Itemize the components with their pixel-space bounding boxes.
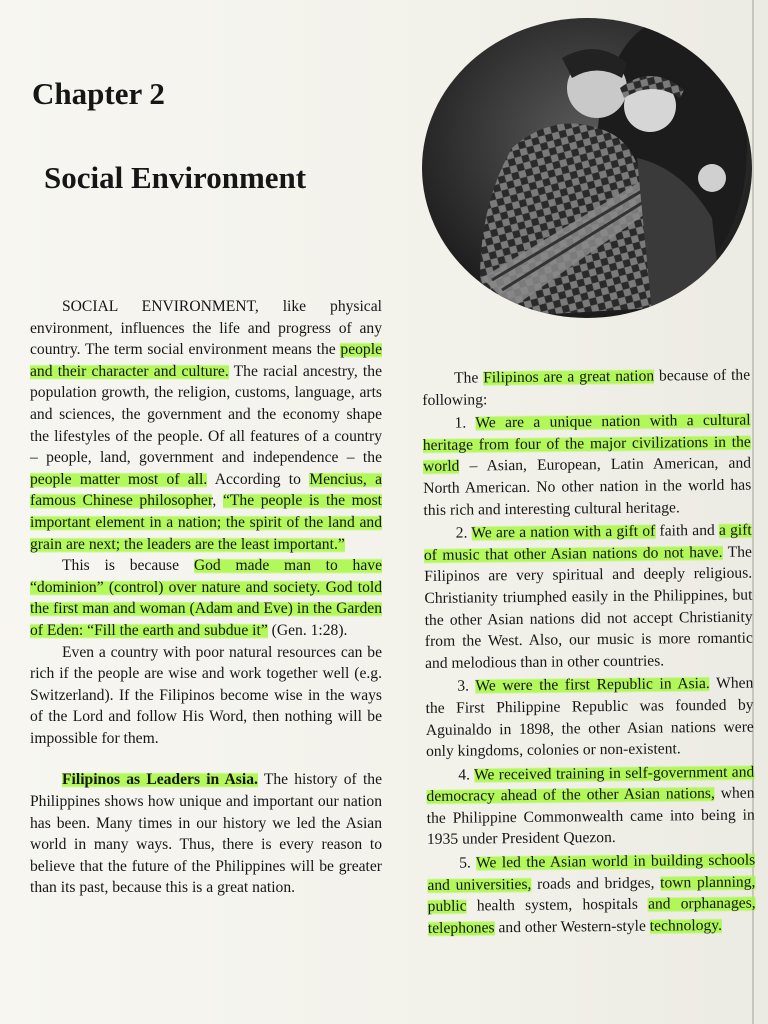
highlighted-text: a gift of music that other Asian nations do not have. (423, 521, 752, 564)
chapter-title: Social Environment (44, 160, 307, 195)
text-segment: 3. (457, 677, 476, 695)
text-segment: faith and (655, 522, 720, 540)
paragraph-poor-resources: Even a country with poor natural resources can be rich if the people are wise and work together well (e.g. Switzerland). If the Filipinos become wise in the ways of the Lord and follow His Word, then nothing will be impossible for them. (30, 643, 382, 747)
highlighted-text: We led the Asian world in building schools and universities, (427, 851, 756, 894)
text-segment: and other Western-style (494, 917, 650, 937)
highlighted-text: Mencius, a famous Chinese philosopher (30, 470, 382, 510)
text-segment: (Gen. 1:28). (267, 621, 348, 639)
highlighted-text: We received training in self-government and democracy ahead of the other Asian nations, (426, 763, 755, 806)
highlighted-text: and orphanages, telephones (427, 894, 756, 937)
left-column (30, 296, 382, 899)
paragraph-leaders-body: The history of the Philippines shows how unique and important our nation has been. Many times in our history we led the Asian world in many ways. Thus, there is every reason to believe that the future of the Philippines will be greater than its past, because this is a great nation. (30, 771, 382, 897)
chapter-heading: Chapter 2 (32, 76, 165, 111)
highlighted-text: God made man to have “dominion” (control) over nature and society. God told the first man and woman (Adam and Eve) in the Garden of Eden: “Fill the earth and subdue it” (30, 557, 382, 639)
text-segment: health system, hospitals (466, 895, 649, 915)
text-segment: 1. (454, 414, 476, 432)
text-segment: because of the following: (422, 366, 751, 409)
photo-dancers (422, 18, 752, 318)
text-segment: The (454, 369, 484, 387)
highlighted-text: people and their character and culture. (30, 341, 382, 380)
text-segment: The racial ancestry, the population growth, the religion, customs, language, arts and sciences, the government and the economy shape the lifestyles of the people. Of all features of a country – people, land, government and independence – the (30, 362, 382, 467)
text-segment: SOCIAL ENVIRONMENT, like physical environment, influences the life and progress of any country. The term social environment means the (30, 298, 382, 359)
highlighted-text: technology. (649, 916, 723, 935)
text-segment: The Filipinos are very spiritual and deeply religious. Christianity triumphed easily in the Philippines, but the other Asian nations did not accept Christianity from the West. Also, our music is more romantic and melodious than in other countries. (424, 543, 753, 672)
list-item-4 (426, 761, 755, 851)
paragraph-leaders-in-asia (30, 769, 382, 899)
text-segment: According to (207, 470, 310, 488)
list-item-2 (424, 520, 754, 675)
text-segment: 4. (458, 766, 475, 784)
highlighted-text: We are a nation with a gift of (471, 522, 656, 542)
highlighted-text: We were the first Republic in Asia. (475, 675, 710, 695)
highlighted-text: people matter most of all. (30, 470, 208, 488)
text-segment: When the First Philippine Republic was founded by Aguinaldo in 1898, the other Asian nations were only kingdoms, colonies or non-existent. (425, 674, 754, 761)
text-segment: when the Philippine Commonwealth came into being in 1935 under President Quezon. (426, 784, 755, 849)
list-item-1 (422, 410, 751, 521)
paragraph-god-made-man (30, 555, 382, 641)
text-segment: , (212, 492, 223, 510)
text-segment: roads and bridges, (531, 874, 661, 893)
text-segment: – Asian, European, Latin American, and North American. No other nation in the world has this rich and interesting cultural heritage. (423, 454, 752, 519)
text-segment: 2. (455, 524, 472, 542)
paragraph-social-environment (30, 296, 382, 555)
highlighted-text: We are a unique nation with a cultural heritage from four of the major civilizations in the world (422, 411, 751, 476)
right-column (422, 365, 756, 940)
text-segment: 5. (459, 854, 477, 872)
highlighted-text: town planning, public (427, 873, 756, 916)
text-segment: This is because (62, 557, 194, 575)
list-item-3 (425, 673, 754, 763)
section-heading-leaders: Filipinos as Leaders in Asia. (62, 771, 258, 789)
list-item-5 (427, 850, 756, 940)
paragraph-great-nation-intro (422, 365, 750, 412)
highlighted-text: Filipinos are a great nation (483, 367, 655, 387)
highlighted-text: “The people is the most important element in a nation; the spirit of the land and grain are next; the leaders are the least important.” (30, 492, 382, 553)
